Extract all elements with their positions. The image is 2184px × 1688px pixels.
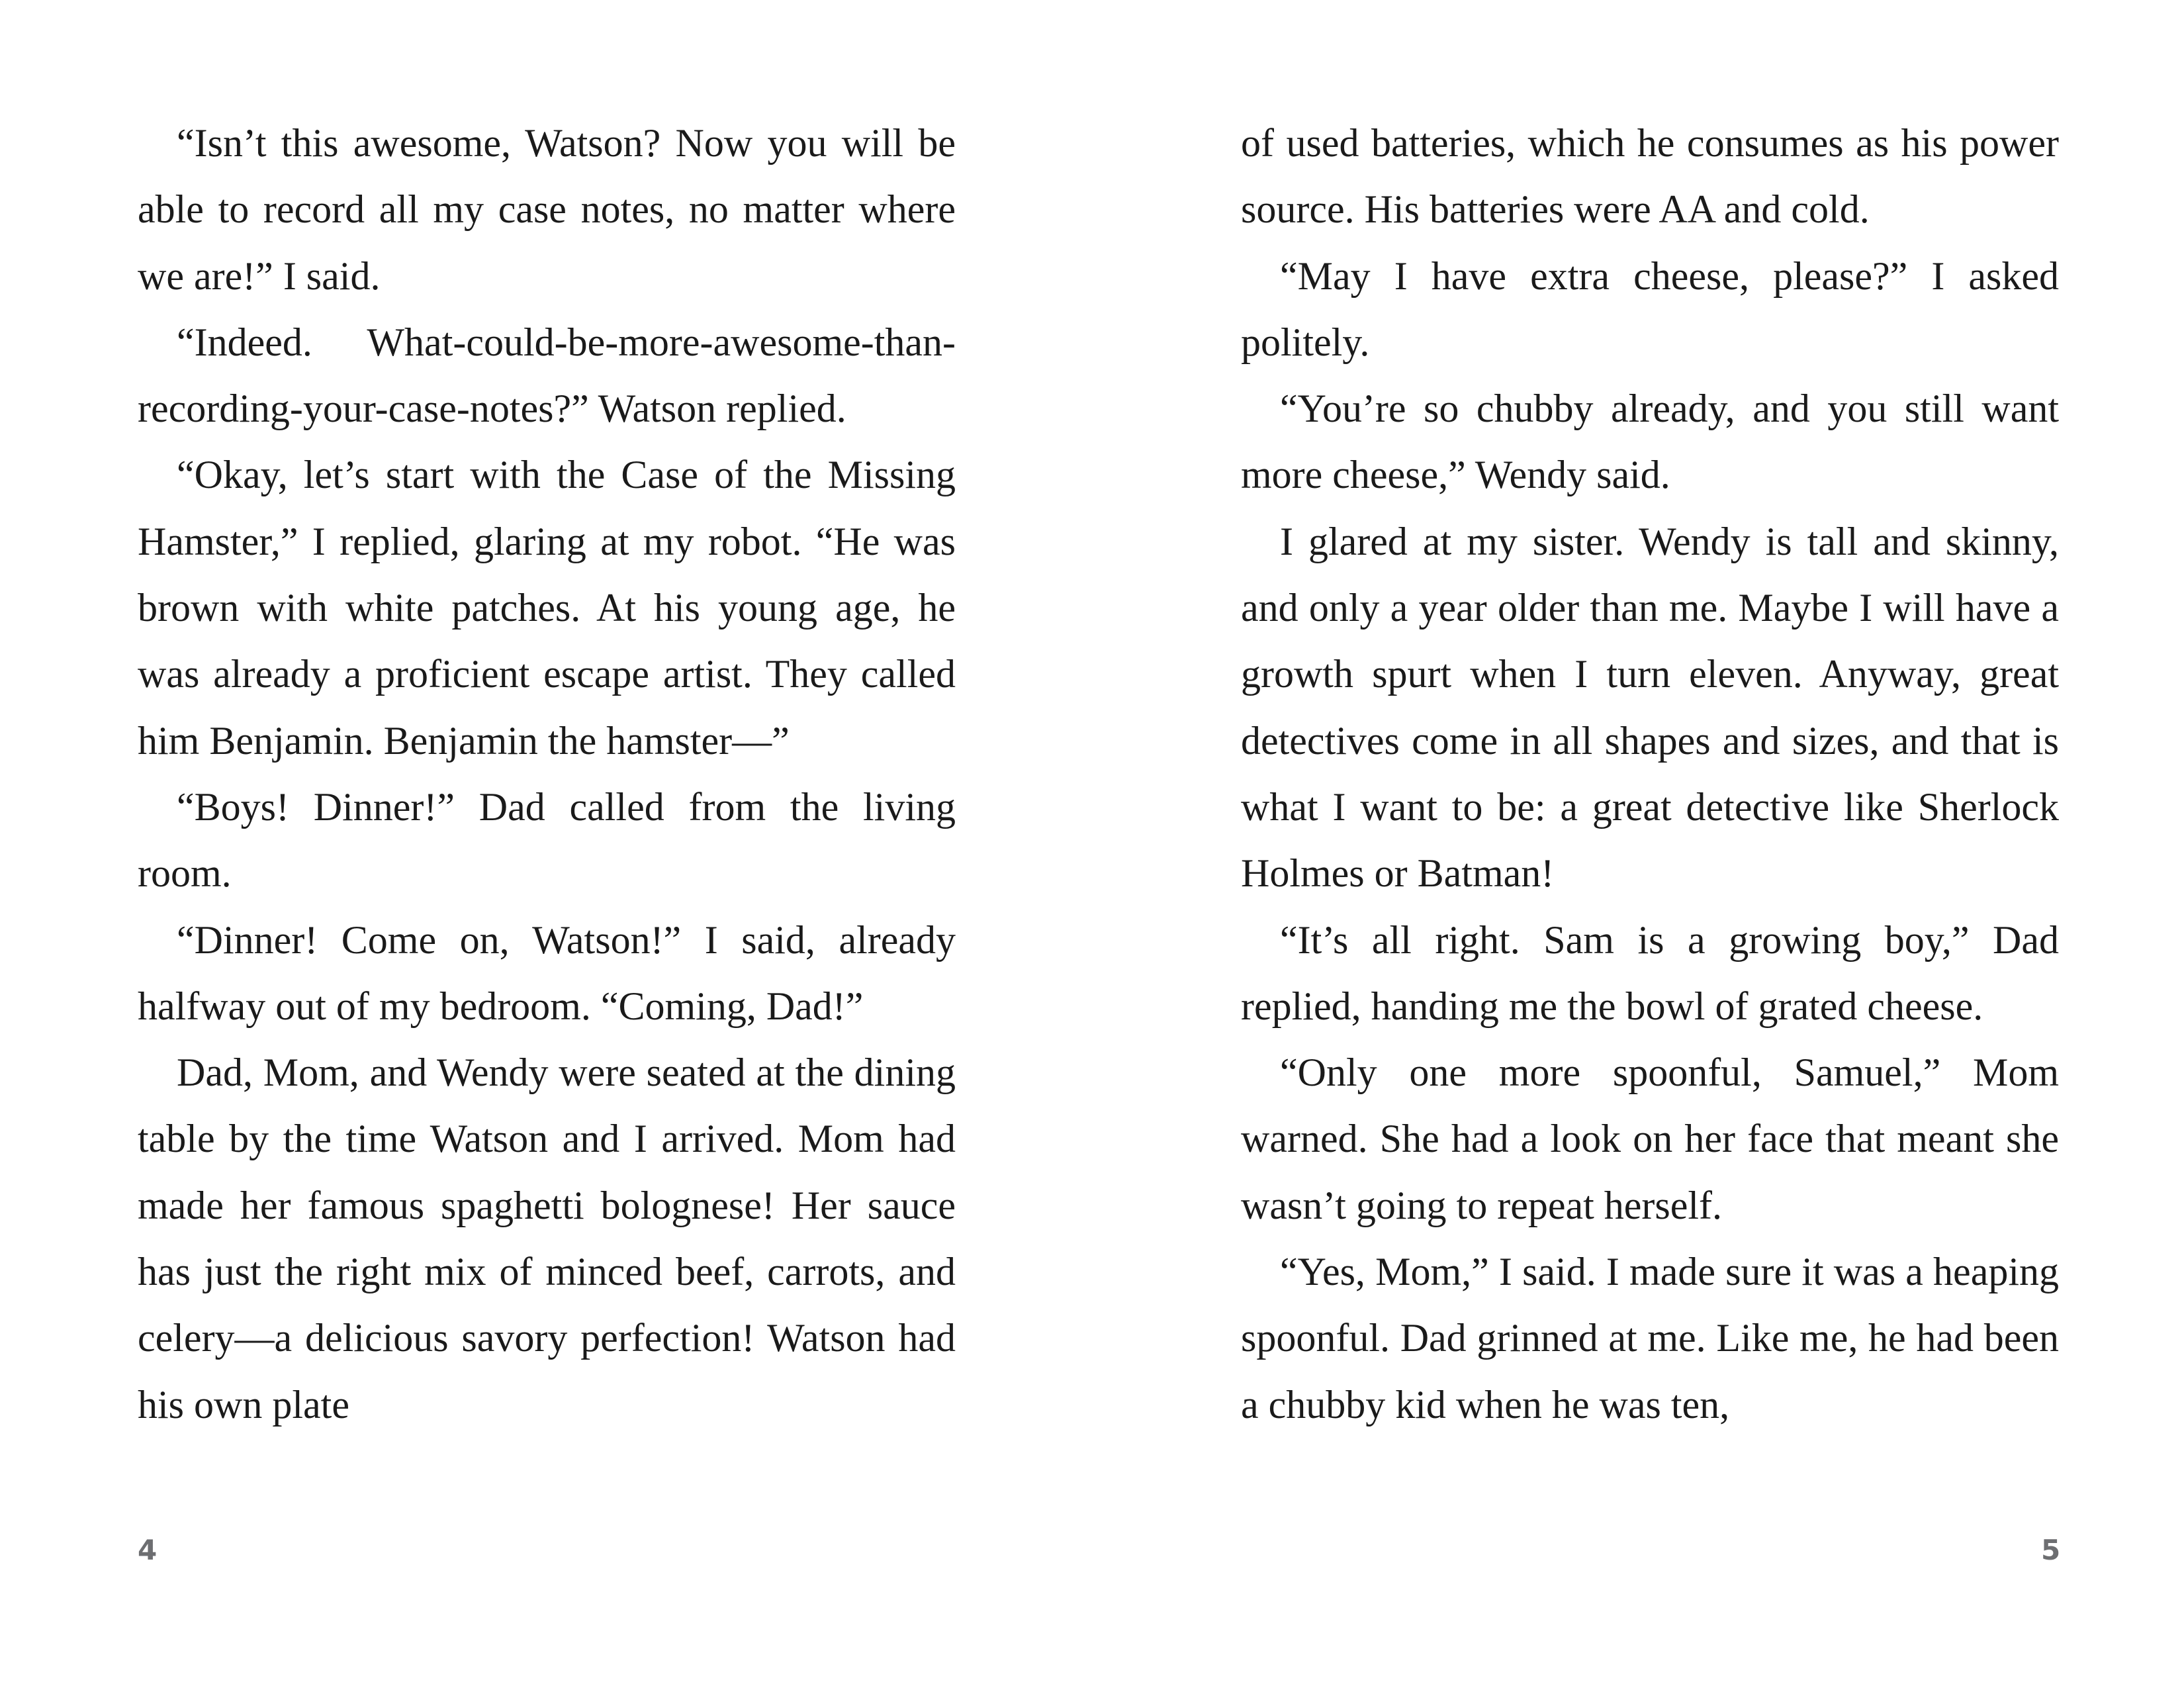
- paragraph: “Yes, Mom,” I said. I made sure it was a heaping spoonful. Dad grinned at me. Like me, he had been a chubby kid when he was ten,: [1241, 1250, 2059, 1427]
- right-page-body: [1241, 110, 2059, 1438]
- paragraph: “Dinner! Come on, Watson!” I said, already halfway out of my bedroom. “Coming, Dad!”: [138, 917, 956, 1028]
- page-number-left: 4: [138, 1534, 158, 1566]
- page-number-right: 5: [2041, 1534, 2061, 1566]
- right-page: [1241, 110, 2059, 1526]
- paragraph: “It’s all right. Sam is a growing boy,” Dad replied, handing me the bowl of grated cheese.: [1241, 917, 2059, 1028]
- paragraph: “May I have extra cheese, please?” I asked politely.: [1241, 254, 2059, 364]
- paragraph: “Boys! Dinner!” Dad called from the living room.: [138, 784, 956, 896]
- paragraph: “Okay, let’s start with the Case of the Missing Hamster,” I replied, glaring at my robot. “He was brown with white patches. At his young age, he was already a proficient escape artist. They called him Benjamin. Benjamin the hamster—”: [138, 453, 956, 763]
- paragraph: I glared at my sister. Wendy is tall and skinny, and only a year older than me. Maybe I will have a growth spurt when I turn eleven. Anyway, great detectives come in all shapes and sizes, and that is what I want to be: a great detective like Sherlock Holmes or Batman!: [1241, 519, 2059, 896]
- paragraph: “Indeed. What-could-be-more-awesome-than-recording-your-case-notes?” Watson replied.: [138, 320, 956, 431]
- paragraph: Dad, Mom, and Wendy were seated at the dining table by the time Watson and I arrived. Mom had made her famous spaghetti bolognese! Her sauce has just the right mix of minced beef, carrots, and celery—a delicious savory perfection! Watson had his own plate: [138, 1051, 956, 1427]
- paragraph: “Isn’t this awesome, Watson? Now you will be able to record all my case notes, no matter where we are!” I said.: [138, 121, 956, 298]
- continued-paragraph: of used batteries, which he consumes as his power source. His batteries were AA and cold.: [1241, 121, 2059, 232]
- paragraph: “Only one more spoonful, Samuel,” Mom warned. She had a look on her face that meant she wasn’t going to repeat herself.: [1241, 1051, 2059, 1227]
- left-page: [138, 110, 956, 1526]
- left-page-body: [138, 110, 956, 1438]
- paragraph: “You’re so chubby already, and you still want more cheese,” Wendy said.: [1241, 387, 2059, 497]
